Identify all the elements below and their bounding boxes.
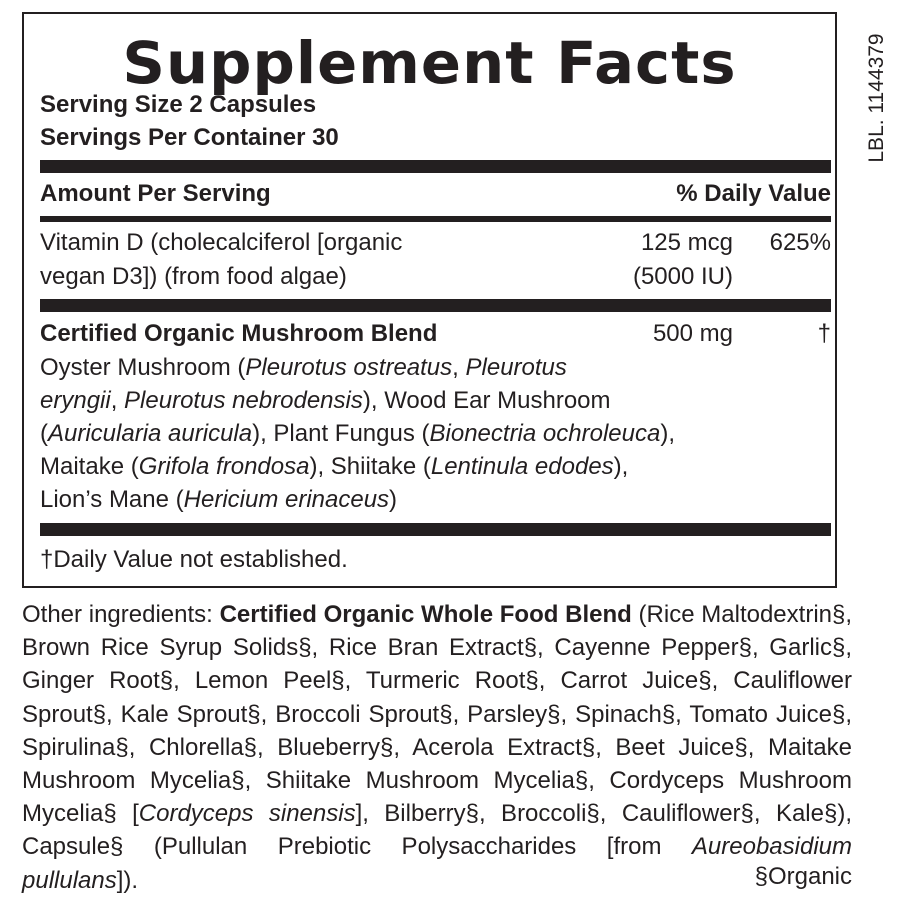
species-name: Pleurotus ostreatus [245, 354, 453, 381]
other-ingredients-segment: Other ingredients: [22, 601, 220, 628]
organic-note: §Organic [754, 863, 852, 890]
servings-per-container: Servings Per Container 30 [40, 124, 339, 151]
species-name: Pleurotus [465, 354, 567, 381]
blend-ingredient-line [40, 486, 397, 514]
other-ingredients-segment: (Rice Maltodextrin§, Brown Rice Syrup Solids§, Rice Bran Extract§, Cayenne Pepper§, Garlic§, Ginger Root§, Lemon Peel§, Turmeric Root§, Carrot Juice§, Cauliflower Sprout§, Kale Sprout§, Broccoli Sprout§, Parsley§, Spinach§, Tomato Juice§, Spirulina§, Chlorella§, Blueberry§, Acerola Extract§, Beet Juice§, Maitake Mushroom Mycelia§, Shiitake Mushroom Mycelia§, Cordyceps Mushroom Mycelia§ [ [22, 601, 853, 828]
other-ingredients-segment: Cordyceps sinensis [138, 800, 356, 828]
label-code [862, 18, 892, 178]
ingredient-text: ), [660, 420, 675, 447]
ingredient-text: Maitake ( [40, 453, 139, 480]
supplement-facts-panel [22, 12, 837, 588]
species-name: Auricularia auricula [48, 420, 253, 447]
ingredient-text: ( [40, 420, 48, 447]
species-name: eryngii [40, 387, 111, 414]
label-code-text: LBL. 1144379 [865, 33, 888, 163]
ingredient-text: Oyster Mushroom ( [40, 354, 246, 381]
mushroom-blend-amount: 500 mg [652, 320, 733, 347]
ingredient-text: ), Wood Ear Mushroom [362, 387, 611, 414]
thick-divider [40, 160, 831, 173]
thick-divider [40, 523, 831, 536]
species-name: Grifola frondosa [138, 453, 310, 480]
other-ingredients-segment: ]). [116, 866, 139, 894]
ingredient-text: ), Plant Fungus ( [252, 420, 430, 447]
ingredient-text: ), Shiitake ( [309, 453, 431, 480]
serving-size: Serving Size 2 Capsules [40, 91, 317, 118]
vitamin-d-amount-iu: (5000 IU) [632, 263, 733, 290]
blend-ingredient-line [40, 387, 611, 415]
daily-value-footnote: †Daily Value not established. [40, 546, 348, 573]
panel-title: Supplement Facts [122, 29, 737, 97]
vitamin-d-daily-value: 625% [769, 229, 831, 256]
mushroom-blend-name: Certified Organic Mushroom Blend [40, 320, 438, 347]
other-ingredients-segment: Aureobasidium pullulans [22, 833, 852, 894]
mushroom-blend-daily-value: † [817, 320, 831, 347]
vitamin-d-amount: 125 mcg [640, 229, 733, 256]
other-ingredients [22, 598, 852, 897]
other-ingredients-segment: ], Bilberry§, Broccoli§, Cauliflower§, Kale§), Capsule§ (Pullulan Prebiotic Polysaccharides [from [22, 800, 852, 861]
ingredient-text: Lion’s Mane ( [40, 486, 184, 513]
species-name: Hericium erinaceus [183, 486, 390, 513]
blend-ingredient-line [40, 420, 675, 448]
daily-value-header: % Daily Value [676, 180, 831, 207]
amount-per-serving-header: Amount Per Serving [40, 180, 271, 207]
species-name: Pleurotus nebrodensis [124, 387, 363, 414]
species-name: Bionectria ochroleuca [429, 420, 661, 447]
vitamin-d-name-line1: Vitamin D (cholecalciferol [organic [40, 229, 403, 256]
other-ingredients-segment: Certified Organic Whole Food Blend [219, 601, 632, 628]
ingredient-text: , [452, 354, 466, 381]
vitamin-d-name-line2: vegan D3]) (from food algae) [40, 263, 347, 290]
blend-ingredient-line [40, 453, 628, 481]
blend-ingredient-line [40, 354, 567, 382]
medium-divider [40, 216, 831, 222]
ingredient-text: ), [613, 453, 629, 480]
thick-divider [40, 299, 831, 312]
ingredient-text: , [110, 387, 125, 414]
ingredient-text: ) [389, 486, 398, 513]
species-name: Lentinula edodes [430, 453, 614, 480]
